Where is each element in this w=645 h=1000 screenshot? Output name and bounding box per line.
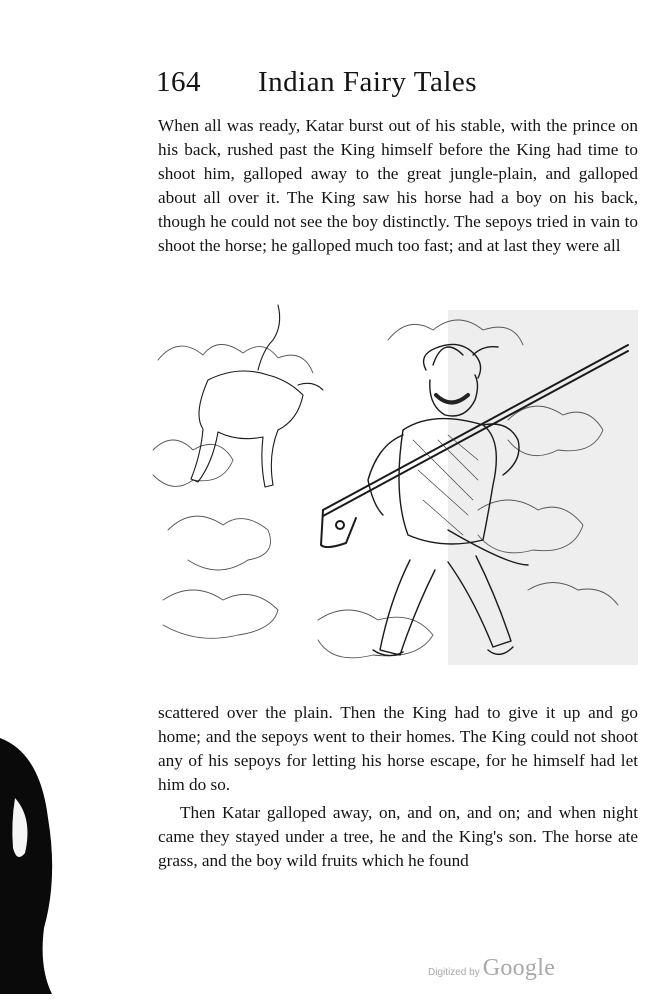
digitized-watermark [428, 955, 555, 982]
running-title: Indian Fairy Tales [258, 66, 478, 98]
background-shade [448, 310, 638, 665]
paragraph-end [158, 801, 638, 873]
digitized-by-label: Digitized by [428, 967, 480, 978]
paragraph-middle [158, 701, 638, 797]
page-header [156, 66, 576, 106]
paragraph-middle-text: scattered over the plain. Then the King had to give it up and go home; and the sepoys went to their homes. The King could not shoot any of his sepoys for letting his horse escape, for he himself had let him do so. [158, 703, 638, 794]
google-logo: Google [482, 955, 556, 981]
scan-thumb-shadow [0, 738, 58, 994]
paragraph-top [158, 114, 638, 258]
paragraph-end-text: Then Katar galloped away, on, and on, and on; and when night came they stayed under a tree, he and the King's son. The horse ate grass, and the boy wild fruits which he found [158, 803, 638, 870]
paragraph-top-text: When all was ready, Katar burst out of his stable, with the prince on his back, rushed past the King himself before the King had time to shoot him, galloped away to the great jungle-plain, and galloped about all over it. The King saw his horse had a boy on his back, though he could not see the boy distinctly. The sepoys tried in vain to shoot the horse; he galloped much too fast; and at last they were all [158, 116, 638, 255]
page-number: 164 [156, 66, 201, 98]
distant-horse-and-rider [191, 305, 323, 487]
illustration-sepoy-with-musket [148, 300, 638, 672]
